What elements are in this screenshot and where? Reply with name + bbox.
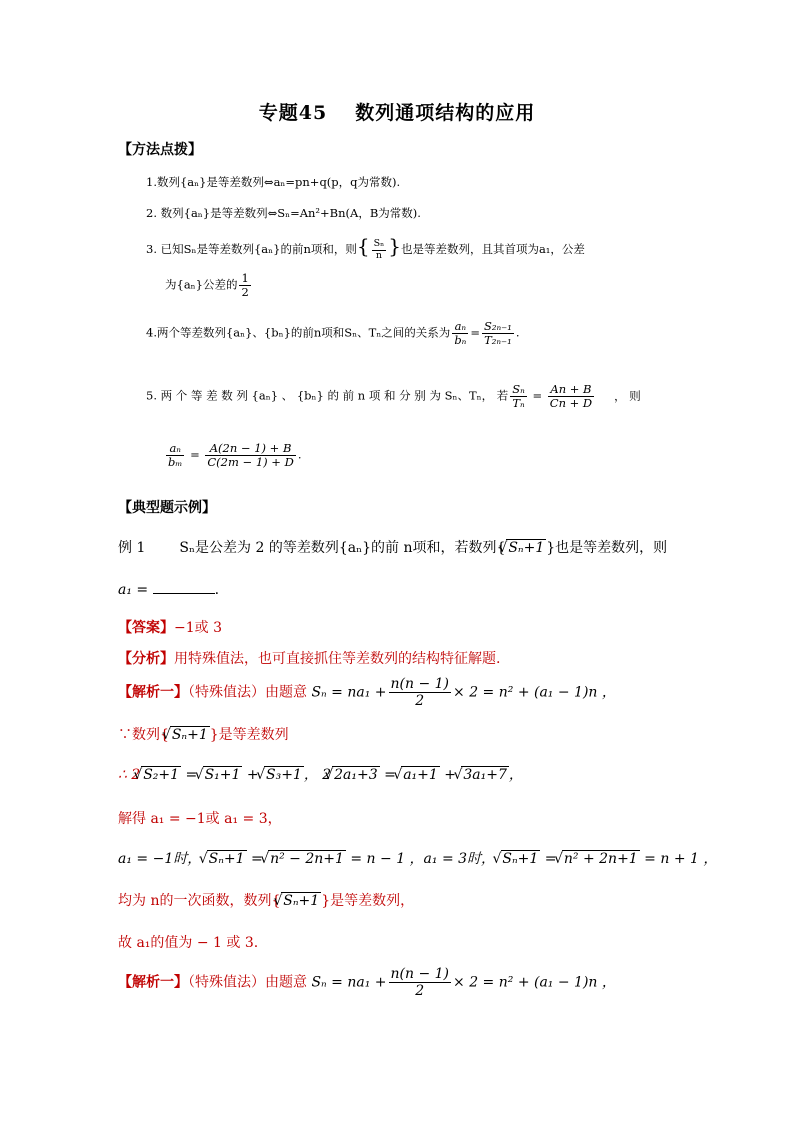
an-b-cn-d-fraction: $\frac{An + B}{Cn + D}$ — [549, 382, 593, 411]
method-item-3: 3. 已知Sₙ是等差数列{aₙ}的前n项和，则{ $\frac{\text{Sₙ}}{n}$ }也是等差数列，且其首项为a₁，公差 — [146, 234, 585, 261]
title-topic: 专题45 — [258, 102, 328, 124]
cases-line: a₁ = −1时， √ Sₙ+1 = √ n² − 2n+1 = n − 1 ，a₁ = 3时， √ Sₙ+1 = √ n² + 2n+1 = n + 1 ， — [118, 848, 717, 868]
analysis-line: 【分析】用特殊值法，也可直接抓住等差数列的结构特征解题. — [118, 651, 501, 667]
method-item-4: 4.两个等差数列{aₙ}、{bₙ}的前n项和Sₙ、Tₙ之间的关系为 $\frac{\text{aₙ}}{\text{bₙ}}$ = $\frac{\text{S₂ₙ₋₁}}{\text{T₂ₙ₋₁}}$ . — [146, 319, 520, 348]
an-bn-fraction: $\frac{\text{aₙ}}{\text{bₙ}}$ — [454, 319, 467, 348]
sn-over-n-fraction: $\frac{\text{Sₙ}}{n}$ — [373, 237, 385, 261]
sn-tn-fraction: $\frac{\text{Sₙ}}{\text{Tₙ}}$ — [512, 382, 525, 411]
general-term-fraction: $\frac{A(2n - 1) + B}{C(2m - 1) + D}$ — [207, 441, 294, 470]
sum-fraction: $\frac{n(n - 1)}{2}$ — [390, 676, 450, 710]
answer-line: 【答案】−1或 3 — [118, 620, 222, 636]
method-item-2: 2. 数列{aₙ}是等差数列⇔Sₙ=An²+Bn(A，B为常数). — [146, 206, 421, 220]
item3-text-b: 也是等差数列，且其首项为a₁，公差 — [400, 242, 585, 256]
method-item-1: 1.数列{aₙ}是等差数列⇔aₙ=pn+q(p，q为常数). — [146, 175, 401, 189]
solve-line: 解得 a₁ = −1或 a₁ = 3， — [118, 811, 282, 827]
half-fraction: $\frac{1}{2}$ — [241, 271, 249, 300]
therefore-line: ∴ 2√ S₂+1 = √ S₁+1 + √ S₃+1 ， 2√ 2a₁+3 = √ a₁+1 + √ 3a₁+7 ， — [118, 764, 523, 784]
linear-line: 均为 n的一次函数，数列{√ Sₙ+1 }是等差数列， — [118, 890, 414, 910]
page-title — [0, 98, 794, 125]
method-item-3-cont: 为{aₙ}公差的 $\frac{1}{2}$ — [165, 271, 249, 300]
title-name: 数列通项结构的应用 — [355, 102, 536, 124]
an-bm-fraction: $\frac{\text{aₙ}}{\text{bₘ}}$ — [168, 441, 183, 470]
method-item-5-cont: $\frac{\text{aₙ}}{\text{bₘ}}$ = $\frac{A(2n - 1) + B}{C(2m - 1) + D}$ . — [168, 441, 302, 470]
s-t-fraction: $\frac{\text{S₂ₙ₋₁}}{\text{T₂ₙ₋₁}}$ — [483, 319, 512, 348]
item3-text-a: 3. 已知Sₙ是等差数列{aₙ}的前n项和，则 — [146, 242, 357, 256]
method-item-5: 5. 两 个 等 差 数 列 {aₙ} 、 {bₙ} 的 前 n 项 和 分 别 为 Sₙ、Tₙ， 若 $\frac{\text{Sₙ}}{\text{Tₙ}}$ = $\frac{An + B}{Cn + D}$ ， 则 — [146, 382, 641, 411]
example-1-question: 例 1 Sₙ是公差为 2 的等差数列{aₙ}的前 n项和，若数列{√ Sₙ+1 }也是等差数列，则 — [118, 537, 667, 557]
method-heading: 【方法点拨】 — [118, 142, 202, 158]
answer-blank — [153, 579, 215, 594]
because-line: ∵数列{√ Sₙ+1 }是等差数列 — [118, 724, 289, 744]
sum-fraction-2: $\frac{n(n - 1)}{2}$ — [390, 966, 450, 1000]
solution-1-line: 【解析一】（特殊值法）由题意 Sₙ = na₁ + $\frac{n(n - 1)}{2}$ × 2 = n² + (a₁ − 1)n ， — [118, 676, 616, 710]
example-label: 例 1 — [118, 540, 146, 556]
solution-2-line: 【解析一】（特殊值法）由题意 Sₙ = na₁ + $\frac{n(n - 1)}{2}$ × 2 = n² + (a₁ − 1)n ， — [118, 966, 616, 1000]
example-1-blank: a₁ = . — [118, 579, 219, 598]
examples-heading: 【典型题示例】 — [118, 500, 216, 516]
conclusion-line: 故 a₁的值为 − 1 或 3. — [118, 935, 259, 951]
